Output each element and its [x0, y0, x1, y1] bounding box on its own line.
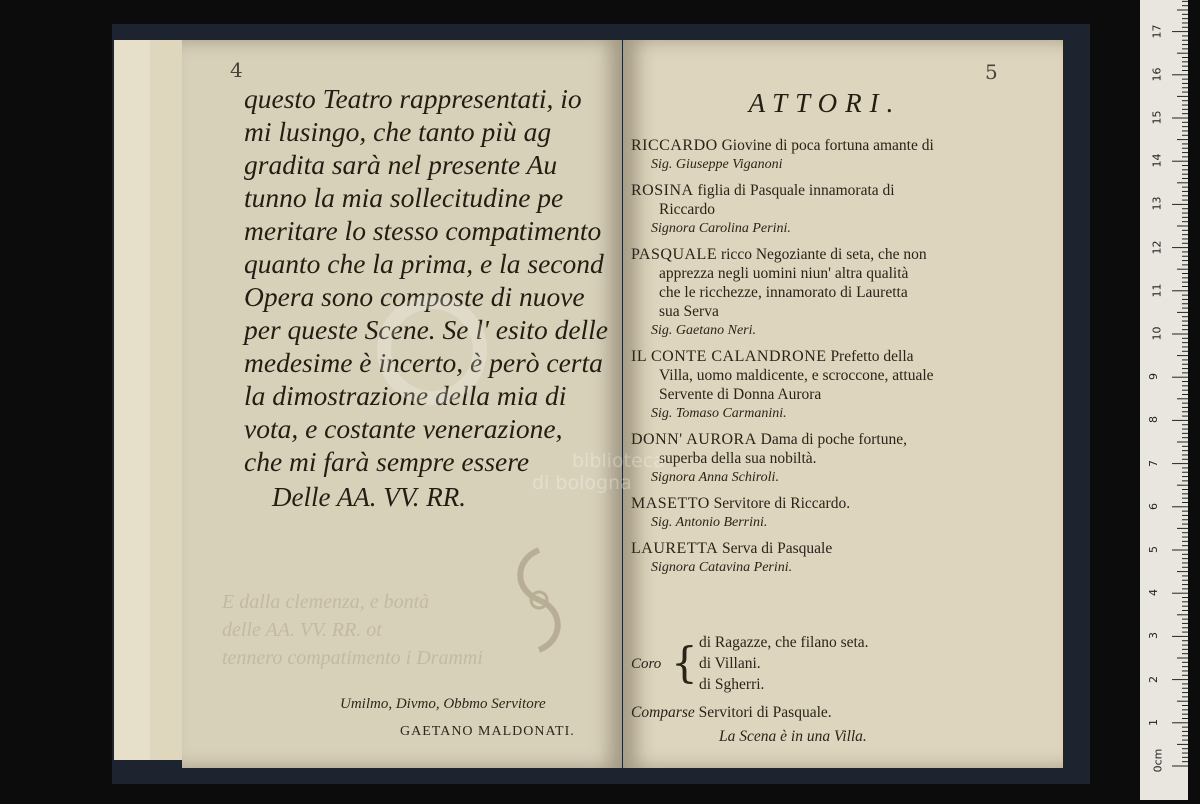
ornament-show-through: [504, 540, 574, 660]
dedication-line: questo Teatro rappresentati, io: [244, 83, 582, 114]
cast-entry: [631, 347, 1033, 423]
show-through-line: E dalla clemenza, e bontà: [222, 591, 430, 613]
character-description-continued: Villa, uomo maldicente, e scroccone, attuale: [659, 367, 934, 384]
cast-entry: [631, 539, 1033, 577]
page-number-right: 5: [985, 60, 998, 84]
left-page: [182, 40, 622, 768]
cast-role-line: [631, 494, 1033, 513]
character-name: LAURETTA: [631, 540, 719, 557]
cast-entry: [631, 136, 1033, 174]
actor-name: Sig. Gaetano Neri.: [651, 323, 756, 338]
ruler-tick-label: 3: [1147, 632, 1160, 640]
character-description-continued: apprezza negli uomini niun' altra qualità: [659, 265, 909, 282]
comparse-text: Servitori di Pasquale.: [698, 704, 832, 721]
ruler-tick-label: 10: [1150, 326, 1164, 341]
actor-name: Signora Carolina Perini.: [651, 221, 791, 236]
dedication-line: tunno la mia sollecitudine pe: [244, 182, 564, 213]
ruler-unit-label: 0cm: [1151, 748, 1165, 773]
ruler-tick-label: 2: [1147, 675, 1160, 683]
brace-icon: {: [671, 638, 698, 687]
ruler-tick-label: 12: [1150, 240, 1164, 255]
ruler-tick-label: 16: [1150, 67, 1164, 82]
ruler-tick-label: 14: [1150, 153, 1164, 168]
character-description: Servitore di Riccardo.: [713, 495, 851, 512]
cast-role-line: [631, 347, 1033, 366]
cast-entry: [631, 181, 1033, 238]
chorus-items: [699, 632, 869, 695]
ruler-tick-label: 4: [1147, 589, 1160, 597]
signoff: Umilmo, Divmo, Obbmo Servitore: [340, 696, 546, 712]
ruler-tick-label: 11: [1150, 283, 1164, 298]
dedication-line: Opera sono composte di nuove: [244, 281, 585, 312]
dedication-line: gradita sarà nel presente Au: [244, 149, 558, 180]
cast-entry: [631, 494, 1033, 532]
dedication-line: quanto che la prima, e la second: [244, 248, 604, 279]
signature-name: GAETANO MALDONATI.: [400, 724, 575, 739]
chorus-item: di Villani.: [699, 655, 761, 672]
ruler-tick-label: 6: [1147, 502, 1160, 510]
dedication-line: mi lusingo, che tanto più ag: [244, 116, 552, 147]
dedication-text: [244, 82, 684, 513]
ruler-tick-label: 5: [1147, 546, 1160, 553]
character-name: IL CONTE CALANDRONE: [631, 348, 827, 365]
measuring-ruler: [1140, 0, 1188, 800]
dedication-closing: Delle AA. VV. RR.: [272, 482, 466, 512]
comparse-label: Comparse: [631, 704, 695, 721]
dedication-line: che mi farà sempre essere: [244, 446, 530, 477]
actor-name: Sig. Antonio Berrini.: [651, 515, 768, 530]
character-description: Serva di Pasquale: [722, 540, 833, 557]
dedication-line: meritare lo stesso compatimento: [244, 215, 602, 246]
cast-heading: ATTORI.: [748, 88, 902, 118]
ruler-tick-label: 8: [1147, 416, 1160, 424]
chorus-item: di Sgherri.: [699, 676, 765, 693]
character-description: ricco Negoziante di seta, che non: [720, 246, 927, 263]
character-name: DONN' AURORA: [631, 431, 757, 448]
ruler-tick-label: 9: [1147, 373, 1160, 381]
dedication-line: medesime è incerto, è però certa: [244, 347, 603, 378]
dedication-line: la dimostrazione della mia di: [244, 380, 567, 411]
chorus-label: Coro: [631, 656, 662, 672]
character-name: MASETTO: [631, 495, 710, 512]
character-description-continued: Servente di Donna Aurora: [659, 386, 822, 403]
show-through-line: delle AA. VV. RR. ot: [222, 619, 382, 641]
character-description-continued: superba della sua nobiltà.: [659, 450, 817, 467]
show-through-line: tennero compatimento i Drammi: [222, 647, 483, 669]
cast-entry: [631, 430, 1033, 487]
scene-note: La Scena è in una Villa.: [719, 728, 867, 745]
character-description-continued: sua Serva: [659, 303, 719, 320]
ruler-tick-label: 13: [1150, 196, 1164, 211]
comparse-line: [631, 704, 832, 722]
watermark-line: di bologna: [532, 472, 632, 494]
actor-name: Signora Catavina Perini.: [651, 560, 793, 575]
ruler-tick-label: 15: [1150, 110, 1164, 125]
character-name: ROSINA: [631, 182, 694, 199]
dedication-line: per queste Scene. Se l' esito delle: [244, 314, 609, 345]
cast-role-line: [631, 245, 1033, 264]
cast-list: [631, 136, 1033, 584]
right-page: [623, 40, 1063, 768]
chorus-item: di Ragazze, che filano seta.: [699, 634, 869, 651]
ruler-tick-label: 17: [1150, 24, 1164, 39]
character-name: PASQUALE: [631, 246, 718, 263]
chorus-block: [631, 632, 1031, 702]
ruler-tick-label: 1: [1147, 718, 1160, 726]
character-description-continued: Riccardo: [659, 201, 715, 218]
cast-role-line: [631, 539, 1033, 558]
character-description-continued: che le ricchezze, innamorato di Lauretta: [659, 284, 908, 301]
watermark-line: biblioteca: [572, 450, 665, 472]
page-number-left: 4: [230, 58, 243, 82]
actor-name: Sig. Giuseppe Viganoni: [651, 157, 783, 172]
actor-name: Sig. Tomaso Carmanini.: [651, 406, 787, 421]
character-description: Giovine di poca fortuna amante di: [721, 137, 934, 154]
ruler-tick-label: 7: [1147, 459, 1160, 467]
cast-role-line: [631, 181, 1033, 200]
character-description: figlia di Pasquale innamorata di: [697, 182, 895, 199]
cast-role-line: [631, 430, 1033, 449]
dedication-line: vota, e costante venerazione,: [244, 413, 563, 444]
cast-role-line: [631, 136, 1033, 155]
actor-name: Signora Anna Schiroli.: [651, 470, 779, 485]
character-description: Prefetto della: [830, 348, 914, 365]
character-name: RICCARDO: [631, 137, 718, 154]
character-description: Dama di poche fortune,: [760, 431, 907, 448]
cast-entry: [631, 245, 1033, 340]
